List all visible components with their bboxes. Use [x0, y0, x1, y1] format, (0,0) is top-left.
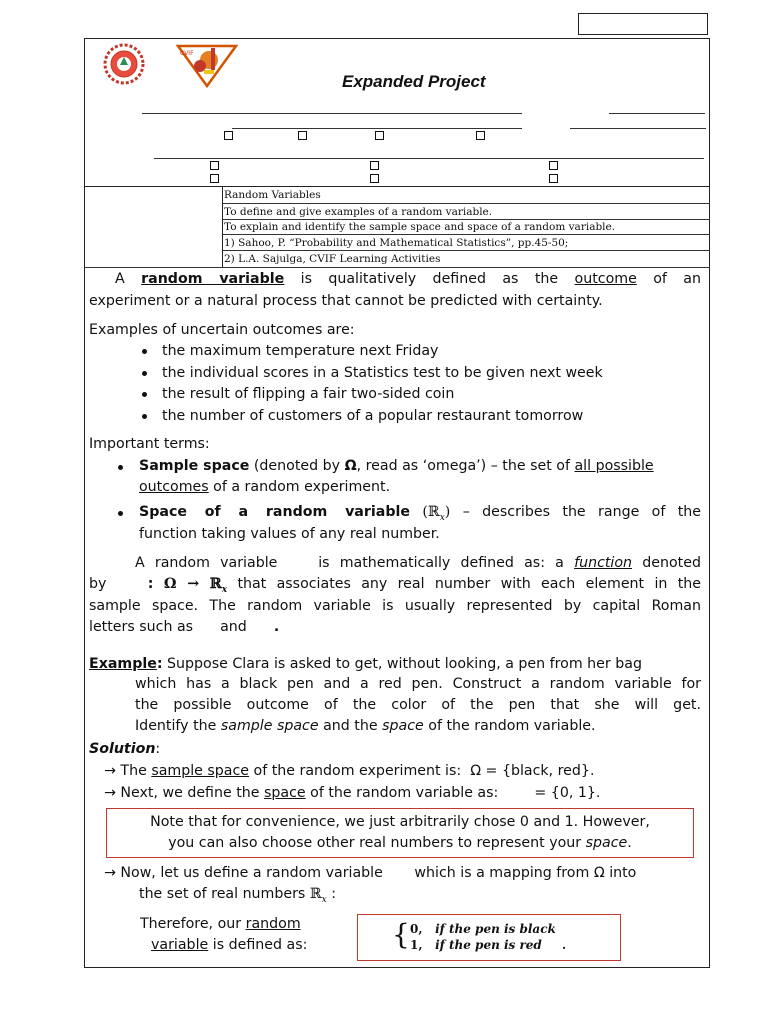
definition-line-4: letters such as and .	[89, 619, 280, 635]
note-line-2: you can also choose other real numbers to represent your space.	[168, 835, 632, 851]
checkbox[interactable]	[298, 131, 307, 140]
info-objective-1: To define and give examples of a random variable.	[224, 206, 493, 218]
intro-line-1: A random variable is qualitatively defined as the outcome of an	[115, 271, 701, 287]
cvif-logo-text: CVIF	[180, 50, 194, 57]
bullet	[142, 392, 147, 397]
bullet	[142, 371, 147, 376]
bullet	[142, 349, 147, 354]
info-objective-2: To explain and identify the sample space and space of a random variable.	[224, 221, 616, 233]
arrow-icon: →	[104, 785, 116, 801]
piecewise-case-0: 0, if the pen is black	[410, 922, 556, 936]
checkbox[interactable]	[210, 174, 219, 183]
header-divider	[84, 186, 710, 187]
solution-step-2: → Next, we define the space of the random variable as: = {0, 1}.	[104, 785, 601, 801]
definition-line-2: by : Ω → ℝ$_x$ that associates any real number with each element in the	[89, 576, 702, 595]
arrow-icon: →	[104, 763, 116, 779]
form-line	[142, 113, 522, 114]
example-label: Example	[89, 656, 157, 672]
info-reference-2: 2) L.A. Sajulga, CVIF Learning Activities	[224, 253, 441, 265]
info-topic: Random Variables	[224, 189, 321, 201]
therefore-line-2: variable is defined as:	[151, 937, 308, 953]
example-item: the result of flipping a fair two-sided coin	[162, 386, 455, 402]
example-item: the maximum temperature next Friday	[162, 343, 439, 359]
cvif-logo	[176, 42, 238, 88]
checkbox[interactable]	[370, 174, 379, 183]
form-line	[154, 158, 704, 159]
terms-heading: Important terms:	[89, 436, 210, 452]
term-random-variable: random variable	[141, 271, 285, 287]
bullet	[118, 465, 123, 470]
term-sample-space-line-2: outcomes of a random experiment.	[139, 479, 391, 495]
therefore-line-1: Therefore, our random	[140, 916, 301, 932]
info-row-line	[222, 203, 710, 204]
arrow-icon: →	[104, 865, 116, 881]
term-space-rv-line-2: function taking values of any real number.	[139, 526, 440, 542]
form-line	[570, 128, 706, 129]
checkbox[interactable]	[375, 131, 384, 140]
definition-line-3: sample space. The random variable is usually represented by capital Roman	[89, 598, 701, 614]
term-sample-space-line-1: Sample space (denoted by Ω, read as ‘omega’) – the set of all possible	[139, 458, 654, 474]
info-row-line	[222, 250, 710, 251]
example-line-3: the possible outcome of the color of the pen that she will get.	[135, 697, 701, 713]
checkbox[interactable]	[224, 131, 233, 140]
form-line	[609, 113, 705, 114]
piecewise-brace: {	[392, 918, 410, 951]
bullet	[118, 511, 123, 516]
checkbox[interactable]	[549, 161, 558, 170]
example-line-2: which has a black pen and a red pen. Construct a random variable for	[135, 676, 701, 692]
form-line	[232, 128, 522, 129]
info-reference-1: 1) Sahoo, P. “Probability and Mathematical Statistics”, pp.45-50;	[224, 237, 569, 249]
checkbox[interactable]	[370, 161, 379, 170]
examples-heading: Examples of uncertain outcomes are:	[89, 322, 355, 338]
checkbox[interactable]	[210, 161, 219, 170]
checkbox[interactable]	[476, 131, 485, 140]
bullet	[142, 414, 147, 419]
example-item: the individual scores in a Statistics test to be given next week	[162, 365, 603, 381]
note-line-1: Note that for convenience, we just arbitrarily chose 0 and 1. However,	[150, 814, 650, 830]
example-item: the number of customers of a popular restaurant tomorrow	[162, 408, 584, 424]
intro-line-2: experiment or a natural process that cannot be predicted with certainty.	[89, 293, 603, 309]
school-seal-logo	[103, 43, 145, 85]
info-bottom-line	[84, 267, 710, 268]
document-title: Expanded Project	[342, 72, 486, 91]
solution-step-3-line-1: → Now, let us define a random variable which is a mapping from Ω into	[104, 865, 637, 881]
solution-step-3-line-2: the set of real numbers ℝ$_x$ :	[139, 886, 337, 905]
top-corner-box	[578, 13, 708, 35]
definition-line-1: A random variable is mathematically defined as: a function denoted	[135, 555, 701, 571]
info-column-divider	[222, 186, 223, 268]
solution-step-1: → The sample space of the random experiment is: Ω = {black, red}.	[104, 763, 595, 779]
solution-label: Solution:	[89, 741, 161, 757]
info-row-line	[222, 234, 710, 235]
example-line-4: Identify the sample space and the space of the random variable.	[135, 718, 596, 734]
checkbox[interactable]	[549, 174, 558, 183]
example-line-1: Example: Suppose Clara is asked to get, without looking, a pen from her bag	[89, 656, 642, 672]
piecewise-case-1: 1, if the pen is red .	[410, 938, 567, 952]
term-space-rv-line-1: Space of a random variable (ℝ$_x$) – describes the range of the	[139, 504, 702, 523]
